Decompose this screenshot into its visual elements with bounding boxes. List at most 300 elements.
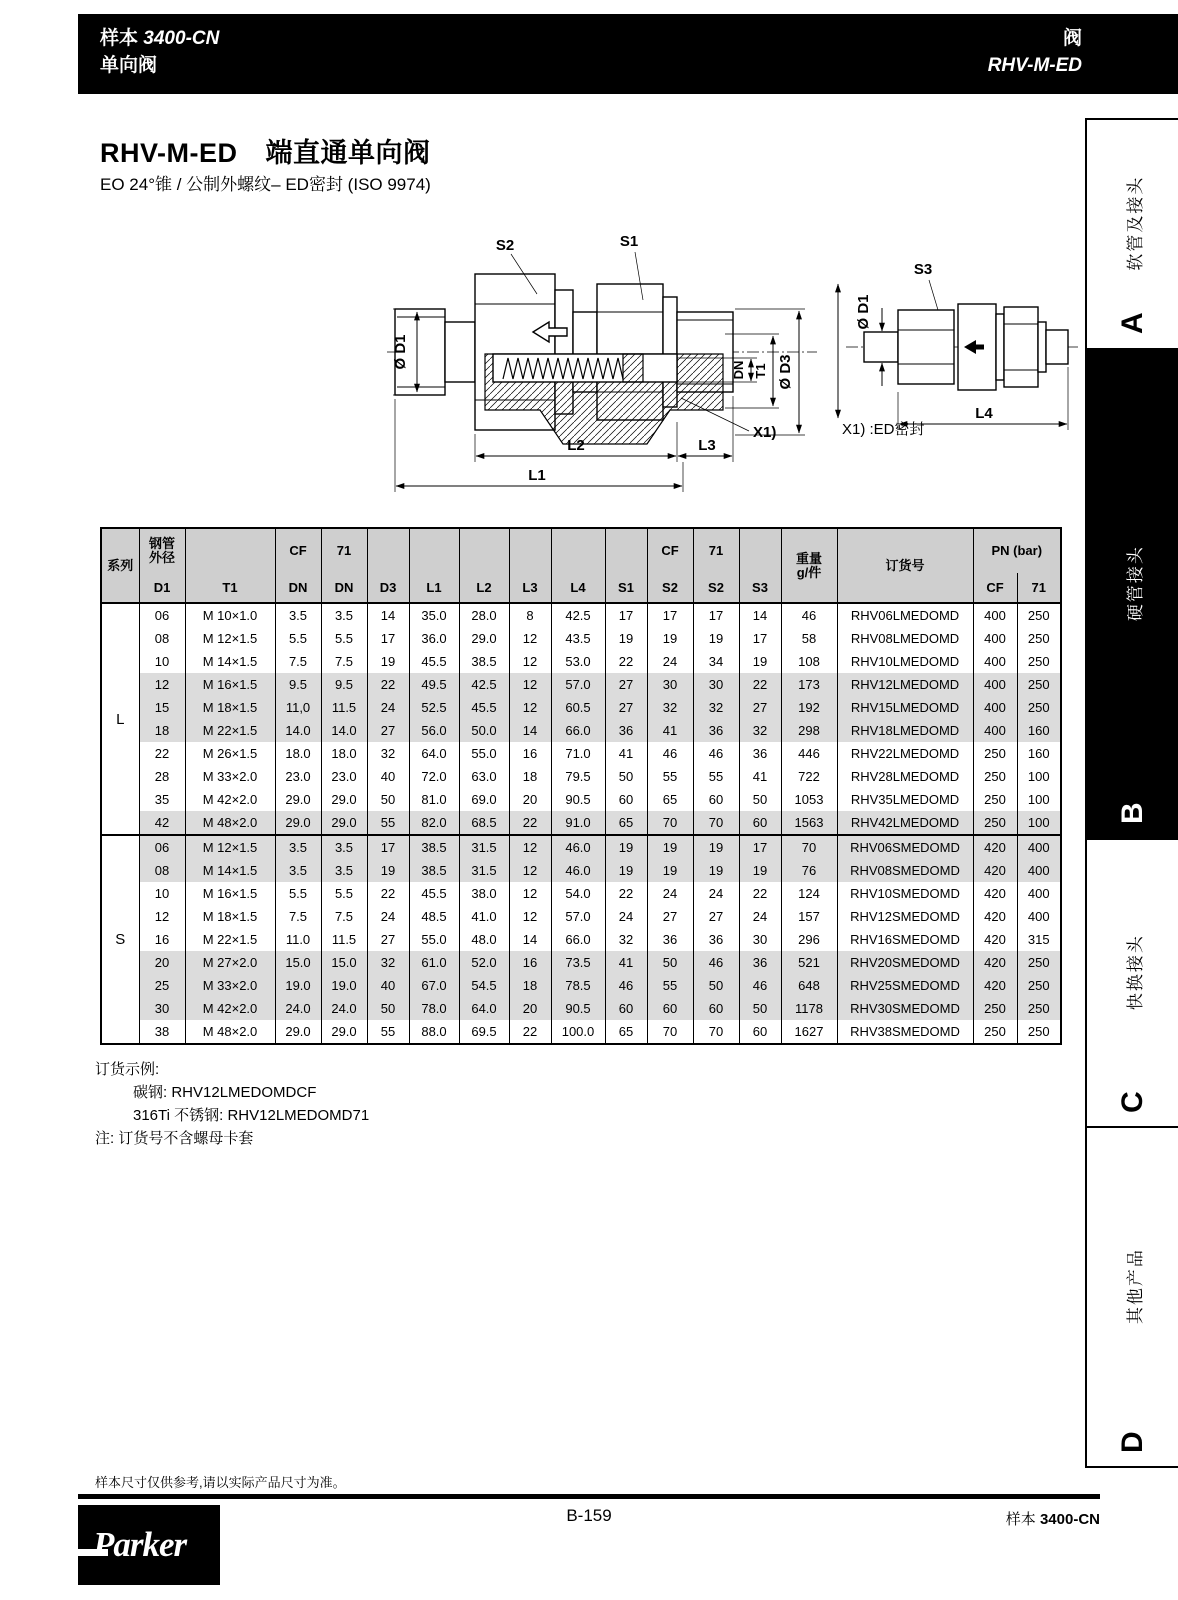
table-cell: M 16×1.5 bbox=[185, 673, 275, 696]
table-cell: 69.5 bbox=[459, 1020, 509, 1044]
table-row bbox=[101, 905, 1061, 928]
col-s2: S2 bbox=[693, 573, 739, 603]
table-cell: 91.0 bbox=[551, 811, 605, 835]
table-row bbox=[101, 997, 1061, 1020]
table-cell: 24 bbox=[367, 905, 409, 928]
table-cell: M 14×1.5 bbox=[185, 859, 275, 882]
col-s3: S3 bbox=[739, 573, 781, 603]
table-cell: 65 bbox=[647, 788, 693, 811]
table-cell: 68.5 bbox=[459, 811, 509, 835]
table-row bbox=[101, 1020, 1061, 1044]
table-cell: 1178 bbox=[781, 997, 837, 1020]
col-blank bbox=[459, 528, 509, 573]
table-cell: 22 bbox=[367, 673, 409, 696]
dim-s2: S2 bbox=[495, 237, 515, 254]
col-71: 71 bbox=[321, 528, 367, 573]
table-cell: 60 bbox=[647, 997, 693, 1020]
table-cell: 3.5 bbox=[321, 835, 367, 859]
table-cell: 41 bbox=[605, 951, 647, 974]
table-cell: 22 bbox=[367, 882, 409, 905]
table-cell: 29.0 bbox=[275, 811, 321, 835]
table-cell: 18.0 bbox=[275, 742, 321, 765]
table-cell: 16 bbox=[139, 928, 185, 951]
dim-l2: L2 bbox=[567, 437, 585, 454]
table-cell: 90.5 bbox=[551, 997, 605, 1020]
table-row bbox=[101, 650, 1061, 673]
table-cell: 27 bbox=[367, 928, 409, 951]
table-cell: 24 bbox=[693, 882, 739, 905]
table-cell: 22 bbox=[739, 673, 781, 696]
col-cf: CF bbox=[647, 528, 693, 573]
table-cell: 30 bbox=[739, 928, 781, 951]
table-cell: 1053 bbox=[781, 788, 837, 811]
footer-catalog bbox=[880, 1508, 1100, 1529]
table-cell: 17 bbox=[605, 603, 647, 627]
table-cell: 18 bbox=[509, 765, 551, 788]
tab-label: 软管及接头 bbox=[1125, 175, 1144, 271]
table-cell: 40 bbox=[367, 765, 409, 788]
order-number-cell: RHV30SMEDOMD bbox=[837, 997, 973, 1020]
table-cell: 400 bbox=[973, 650, 1017, 673]
table-cell: 63.0 bbox=[459, 765, 509, 788]
table-cell: 48.5 bbox=[409, 905, 459, 928]
table-cell: 15.0 bbox=[275, 951, 321, 974]
table-cell: 70 bbox=[781, 835, 837, 859]
table-cell: 160 bbox=[1017, 719, 1061, 742]
table-cell: 38.5 bbox=[409, 859, 459, 882]
table-cell: 50 bbox=[739, 788, 781, 811]
table-cell: M 27×2.0 bbox=[185, 951, 275, 974]
table-cell: 24 bbox=[605, 905, 647, 928]
table-cell: 250 bbox=[973, 1020, 1017, 1044]
table-cell: 27 bbox=[647, 905, 693, 928]
table-cell: 12 bbox=[509, 835, 551, 859]
table-cell: 19.0 bbox=[275, 974, 321, 997]
dim-l4: L4 bbox=[975, 405, 993, 422]
table-cell: 420 bbox=[973, 835, 1017, 859]
order-number-cell: RHV08SMEDOMD bbox=[837, 859, 973, 882]
table-cell: 46 bbox=[781, 603, 837, 627]
col-s2: S2 bbox=[647, 573, 693, 603]
table-cell: 10 bbox=[139, 882, 185, 905]
table-cell: 90.5 bbox=[551, 788, 605, 811]
table-cell: M 18×1.5 bbox=[185, 905, 275, 928]
table-cell: 400 bbox=[1017, 905, 1061, 928]
table-cell: 250 bbox=[1017, 997, 1061, 1020]
table-row bbox=[101, 835, 1061, 859]
dim-d1: Ø D1 bbox=[855, 294, 872, 330]
table-cell: 73.5 bbox=[551, 951, 605, 974]
table-cell: 41 bbox=[739, 765, 781, 788]
table-cell: M 42×2.0 bbox=[185, 788, 275, 811]
table-cell: 46 bbox=[693, 742, 739, 765]
page-number: B-159 bbox=[566, 1506, 612, 1525]
table-cell: M 12×1.5 bbox=[185, 835, 275, 859]
table-cell: 46.0 bbox=[551, 859, 605, 882]
sidebar-tab-c-inner bbox=[1116, 853, 1150, 1113]
table-cell: M 12×1.5 bbox=[185, 627, 275, 650]
table-cell: 14 bbox=[509, 928, 551, 951]
table-cell: 19 bbox=[693, 627, 739, 650]
table-row bbox=[101, 788, 1061, 811]
table-cell: 28.0 bbox=[459, 603, 509, 627]
order-number-cell: RHV42LMEDOMD bbox=[837, 811, 973, 835]
tab-label: 快换接头 bbox=[1125, 934, 1144, 1011]
table-cell: 50 bbox=[367, 788, 409, 811]
tab-letter: C bbox=[1115, 1091, 1149, 1113]
table-row bbox=[101, 719, 1061, 742]
sidebar-tab-d[interactable] bbox=[1085, 1126, 1178, 1468]
table-cell: 315 bbox=[1017, 928, 1061, 951]
aux-fitting bbox=[864, 304, 1068, 390]
table-cell: 29.0 bbox=[275, 1020, 321, 1044]
table-cell: 17 bbox=[647, 603, 693, 627]
table-cell: 5.5 bbox=[321, 882, 367, 905]
table-cell: 24.0 bbox=[275, 997, 321, 1020]
table-cell: 58 bbox=[781, 627, 837, 650]
table-cell: 18 bbox=[509, 974, 551, 997]
table-cell: 10 bbox=[139, 650, 185, 673]
table-cell: 17 bbox=[367, 627, 409, 650]
table-cell: 52.5 bbox=[409, 696, 459, 719]
table-cell: 22 bbox=[605, 882, 647, 905]
table-cell: 31.5 bbox=[459, 859, 509, 882]
col-l2: L2 bbox=[459, 573, 509, 603]
table-cell: 250 bbox=[1017, 951, 1061, 974]
table-cell: 17 bbox=[739, 835, 781, 859]
table-cell: 250 bbox=[1017, 650, 1061, 673]
col-order-no: 订货号 bbox=[837, 528, 973, 603]
table-cell: 108 bbox=[781, 650, 837, 673]
table-cell: 06 bbox=[139, 835, 185, 859]
spec-table-wrap bbox=[100, 527, 1062, 1045]
table-cell: 81.0 bbox=[409, 788, 459, 811]
table-cell: 55.0 bbox=[409, 928, 459, 951]
table-cell: 250 bbox=[973, 742, 1017, 765]
table-cell: 19 bbox=[647, 627, 693, 650]
dim-d3: Ø D3 bbox=[777, 354, 794, 390]
table-row bbox=[101, 696, 1061, 719]
table-cell: 65 bbox=[605, 1020, 647, 1044]
table-cell: 19 bbox=[693, 835, 739, 859]
table-cell: 61.0 bbox=[409, 951, 459, 974]
table-cell: 25 bbox=[139, 974, 185, 997]
table-cell: 250 bbox=[1017, 974, 1061, 997]
table-cell: 9.5 bbox=[321, 673, 367, 696]
table-cell: 521 bbox=[781, 951, 837, 974]
table-cell: 45.5 bbox=[459, 696, 509, 719]
table-cell: 298 bbox=[781, 719, 837, 742]
table-cell: 400 bbox=[973, 673, 1017, 696]
table-cell: 11.0 bbox=[275, 928, 321, 951]
table-cell: 54.5 bbox=[459, 974, 509, 997]
table-cell: 296 bbox=[781, 928, 837, 951]
table-cell: 78.0 bbox=[409, 997, 459, 1020]
table-cell: M 33×2.0 bbox=[185, 765, 275, 788]
table-cell: 08 bbox=[139, 859, 185, 882]
table-cell: 1563 bbox=[781, 811, 837, 835]
table-cell: 46 bbox=[693, 951, 739, 974]
col-blank bbox=[739, 528, 781, 573]
table-cell: 22 bbox=[739, 882, 781, 905]
ordering-note: 注: 订货号不含螺母卡套 bbox=[95, 1130, 254, 1147]
col-l1: L1 bbox=[409, 573, 459, 603]
table-cell: 5.5 bbox=[275, 882, 321, 905]
table-row bbox=[101, 928, 1061, 951]
table-cell: 17 bbox=[739, 627, 781, 650]
table-cell: 60 bbox=[693, 788, 739, 811]
table-cell: 35 bbox=[139, 788, 185, 811]
table-cell: 24 bbox=[739, 905, 781, 928]
order-number-cell: RHV16SMEDOMD bbox=[837, 928, 973, 951]
col-d1: D1 bbox=[139, 573, 185, 603]
table-cell: 250 bbox=[1017, 603, 1061, 627]
table-cell: 12 bbox=[509, 627, 551, 650]
main-drawing bbox=[385, 212, 825, 502]
table-cell: 12 bbox=[509, 882, 551, 905]
table-cell: 19 bbox=[367, 650, 409, 673]
table-cell: 72.0 bbox=[409, 765, 459, 788]
table-cell: 400 bbox=[973, 627, 1017, 650]
table-cell: 30 bbox=[139, 997, 185, 1020]
table-row bbox=[101, 951, 1061, 974]
table-cell: 45.5 bbox=[409, 650, 459, 673]
col-cf: CF bbox=[275, 528, 321, 573]
table-cell: 70 bbox=[647, 1020, 693, 1044]
table-cell: 46.0 bbox=[551, 835, 605, 859]
table-cell: 15 bbox=[139, 696, 185, 719]
table-cell: 18.0 bbox=[321, 742, 367, 765]
table-cell: 12 bbox=[139, 905, 185, 928]
table-cell: 55.0 bbox=[459, 742, 509, 765]
title-model: RHV-M-ED bbox=[100, 138, 238, 168]
table-cell: 100 bbox=[1017, 788, 1061, 811]
header-section: 阀 bbox=[1062, 28, 1082, 49]
table-cell: 32 bbox=[739, 719, 781, 742]
table-cell: 3.5 bbox=[275, 859, 321, 882]
disclaimer: 样本尺寸仅供参考,请以实际产品尺寸为准。 bbox=[95, 1475, 346, 1490]
table-row bbox=[101, 742, 1061, 765]
header-catalog-code: 3400-CN bbox=[143, 28, 220, 49]
table-cell: 53.0 bbox=[551, 650, 605, 673]
table-cell: 160 bbox=[1017, 742, 1061, 765]
col-pn-71: 71 bbox=[1017, 573, 1061, 603]
table-cell: 88.0 bbox=[409, 1020, 459, 1044]
col-blank bbox=[551, 528, 605, 573]
col-s1: S1 bbox=[605, 573, 647, 603]
table-cell: 5.5 bbox=[321, 627, 367, 650]
dim-t1: T1 bbox=[753, 363, 768, 379]
table-cell: 1627 bbox=[781, 1020, 837, 1044]
table-cell: 79.5 bbox=[551, 765, 605, 788]
table-cell: 27 bbox=[693, 905, 739, 928]
col-blank bbox=[409, 528, 459, 573]
table-cell: 43.5 bbox=[551, 627, 605, 650]
table-cell: 12 bbox=[509, 859, 551, 882]
order-number-cell: RHV22LMEDOMD bbox=[837, 742, 973, 765]
table-cell: 24.0 bbox=[321, 997, 367, 1020]
table-cell: 250 bbox=[973, 765, 1017, 788]
sidebar-tab-b[interactable] bbox=[1085, 350, 1178, 838]
col-blank bbox=[367, 528, 409, 573]
table-cell: 42.5 bbox=[551, 603, 605, 627]
table-cell: 7.5 bbox=[321, 905, 367, 928]
table-row bbox=[101, 859, 1061, 882]
table-cell: 648 bbox=[781, 974, 837, 997]
table-cell: 46 bbox=[739, 974, 781, 997]
page-title bbox=[100, 131, 431, 170]
table-cell: 06 bbox=[139, 603, 185, 627]
table-cell: 52.0 bbox=[459, 951, 509, 974]
table-cell: 20 bbox=[509, 788, 551, 811]
table-cell: 28 bbox=[139, 765, 185, 788]
col-pn-cf: CF bbox=[973, 573, 1017, 603]
table-cell: 64.0 bbox=[409, 742, 459, 765]
table-cell: 19 bbox=[605, 859, 647, 882]
table-cell: 36 bbox=[739, 742, 781, 765]
table-cell: 32 bbox=[367, 742, 409, 765]
dim-s3: S3 bbox=[913, 261, 933, 278]
table-cell: 70 bbox=[693, 1020, 739, 1044]
spec-table bbox=[100, 527, 1062, 1045]
table-cell: 27 bbox=[739, 696, 781, 719]
table-cell: 29.0 bbox=[321, 1020, 367, 1044]
col-dn: DN bbox=[321, 573, 367, 603]
table-cell: 32 bbox=[367, 951, 409, 974]
table-cell: M 10×1.0 bbox=[185, 603, 275, 627]
table-cell: 23.0 bbox=[275, 765, 321, 788]
table-cell: 420 bbox=[973, 859, 1017, 882]
dim-d1: Ø D1 bbox=[392, 334, 409, 370]
table-cell: 22 bbox=[509, 1020, 551, 1044]
dim-l3: L3 bbox=[698, 437, 716, 454]
table-cell: 35.0 bbox=[409, 603, 459, 627]
table-cell: 42.5 bbox=[459, 673, 509, 696]
table-cell: 55 bbox=[647, 765, 693, 788]
table-cell: 250 bbox=[1017, 696, 1061, 719]
table-cell: 446 bbox=[781, 742, 837, 765]
table-cell: 722 bbox=[781, 765, 837, 788]
title-name: 端直通单向阀 bbox=[265, 138, 431, 168]
table-cell: 29.0 bbox=[321, 811, 367, 835]
table-row bbox=[101, 974, 1061, 997]
table-cell: 250 bbox=[973, 997, 1017, 1020]
table-cell: 14.0 bbox=[275, 719, 321, 742]
header-model: RHV-M-ED bbox=[987, 55, 1082, 76]
table-cell: 400 bbox=[973, 696, 1017, 719]
table-row bbox=[101, 882, 1061, 905]
table-cell: 08 bbox=[139, 627, 185, 650]
table-cell: M 26×1.5 bbox=[185, 742, 275, 765]
order-number-cell: RHV15LMEDOMD bbox=[837, 696, 973, 719]
table-cell: 15.0 bbox=[321, 951, 367, 974]
table-cell: M 33×2.0 bbox=[185, 974, 275, 997]
table-cell: 3.5 bbox=[321, 603, 367, 627]
sidebar-tab-c[interactable] bbox=[1085, 838, 1178, 1128]
table-cell: 420 bbox=[973, 928, 1017, 951]
table-cell: 12 bbox=[509, 673, 551, 696]
table-cell: 400 bbox=[1017, 859, 1061, 882]
table-cell: 14 bbox=[509, 719, 551, 742]
col-l4: L4 bbox=[551, 573, 605, 603]
table-cell: 49.5 bbox=[409, 673, 459, 696]
table-cell: 36 bbox=[647, 928, 693, 951]
table-cell: 17 bbox=[367, 835, 409, 859]
table-cell: 23.0 bbox=[321, 765, 367, 788]
table-cell: 50 bbox=[739, 997, 781, 1020]
table-cell: 11.5 bbox=[321, 696, 367, 719]
col-71: 71 bbox=[693, 528, 739, 573]
table-cell: 5.5 bbox=[275, 627, 321, 650]
table-cell: 50.0 bbox=[459, 719, 509, 742]
tab-letter: A bbox=[1115, 312, 1149, 334]
order-number-cell: RHV10SMEDOMD bbox=[837, 882, 973, 905]
table-cell: M 18×1.5 bbox=[185, 696, 275, 719]
table-cell: 14 bbox=[739, 603, 781, 627]
col-d3: D3 bbox=[367, 573, 409, 603]
table-cell: 70 bbox=[647, 811, 693, 835]
table-cell: 11,0 bbox=[275, 696, 321, 719]
table-cell: 17 bbox=[693, 603, 739, 627]
table-cell: 16 bbox=[509, 951, 551, 974]
table-cell: 36 bbox=[693, 719, 739, 742]
order-number-cell: RHV20SMEDOMD bbox=[837, 951, 973, 974]
table-cell: 12 bbox=[509, 650, 551, 673]
table-cell: M 48×2.0 bbox=[185, 811, 275, 835]
sidebar-tab-a[interactable] bbox=[1085, 118, 1178, 350]
table-cell: 34 bbox=[693, 650, 739, 673]
table-cell: 67.0 bbox=[409, 974, 459, 997]
seal-note: X1) :ED密封 bbox=[842, 421, 925, 438]
table-cell: 11.5 bbox=[321, 928, 367, 951]
table-cell: 60 bbox=[605, 788, 647, 811]
dim-l1: L1 bbox=[528, 467, 546, 484]
table-cell: 19 bbox=[605, 835, 647, 859]
order-number-cell: RHV28LMEDOMD bbox=[837, 765, 973, 788]
logo-wordmark: Parker bbox=[93, 1525, 187, 1564]
page-header-bar bbox=[78, 14, 1178, 94]
header-catalog bbox=[100, 25, 219, 52]
table-cell: 14.0 bbox=[321, 719, 367, 742]
header-catalog-prefix: 样本 bbox=[100, 28, 139, 49]
table-cell: 3.5 bbox=[321, 859, 367, 882]
tab-label: 硬管接头 bbox=[1125, 545, 1144, 622]
table-cell: 50 bbox=[647, 951, 693, 974]
ordering-example-title: 订货示例: bbox=[95, 1061, 160, 1078]
table-cell: 64.0 bbox=[459, 997, 509, 1020]
dim-x1: X1) bbox=[753, 424, 777, 441]
table-row bbox=[101, 627, 1061, 650]
table-cell: 250 bbox=[1017, 673, 1061, 696]
table-cell: 38 bbox=[139, 1020, 185, 1044]
tab-label: 其他产品 bbox=[1125, 1248, 1144, 1325]
table-cell: 40 bbox=[367, 974, 409, 997]
parker-logo bbox=[78, 1505, 220, 1585]
table-cell: 60 bbox=[693, 997, 739, 1020]
table-cell: 60 bbox=[605, 997, 647, 1020]
table-cell: 55 bbox=[647, 974, 693, 997]
table-cell: 24 bbox=[647, 650, 693, 673]
sidebar-tab-b-inner bbox=[1116, 364, 1150, 824]
spec-table-body bbox=[101, 603, 1061, 1044]
table-cell: 30 bbox=[693, 673, 739, 696]
table-cell: 46 bbox=[605, 974, 647, 997]
table-cell: 60 bbox=[739, 1020, 781, 1044]
table-cell: 30 bbox=[647, 673, 693, 696]
table-cell: 29.0 bbox=[275, 788, 321, 811]
main-drawing-wrap bbox=[385, 212, 825, 507]
order-number-cell: RHV08LMEDOMD bbox=[837, 627, 973, 650]
